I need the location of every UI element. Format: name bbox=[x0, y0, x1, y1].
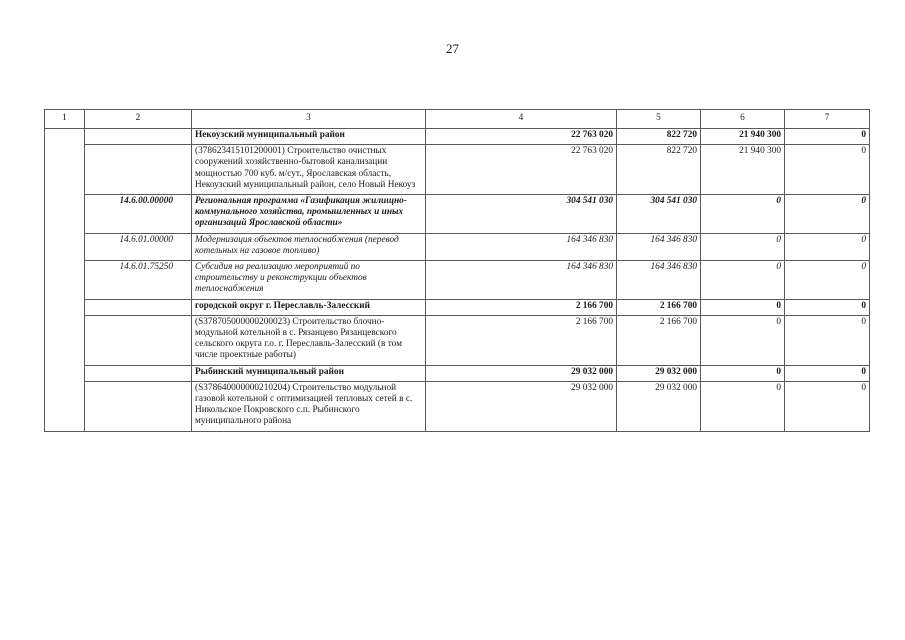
cell-year1: 29 032 000 bbox=[617, 365, 701, 381]
cell-col1 bbox=[45, 129, 85, 145]
cell-year3: 0 bbox=[785, 315, 870, 365]
cell-code bbox=[85, 365, 192, 381]
column-header: 4 bbox=[426, 110, 617, 129]
cell-col1 bbox=[45, 195, 85, 234]
table-body bbox=[45, 129, 870, 432]
cell-total: 22 763 020 bbox=[426, 129, 617, 145]
budget-table bbox=[44, 109, 870, 432]
cell-code bbox=[85, 129, 192, 145]
column-header: 3 bbox=[192, 110, 426, 129]
table-row bbox=[45, 299, 870, 315]
table-row bbox=[45, 381, 870, 431]
cell-year2: 0 bbox=[701, 195, 785, 234]
cell-col1 bbox=[45, 233, 85, 260]
column-header: 2 bbox=[85, 110, 192, 129]
cell-code bbox=[85, 145, 192, 195]
cell-year3: 0 bbox=[785, 261, 870, 300]
column-header: 7 bbox=[785, 110, 870, 129]
cell-name: (S378640000000210204) Строительство модульной газовой котельной с оптимизацией тепловых сетей в с. Никольское Покровского с.п. Рыбинского муниципального района bbox=[192, 381, 426, 431]
cell-total: 22 763 020 bbox=[426, 145, 617, 195]
cell-name: Субсидия на реализацию мероприятий по строительству и реконструкции объектов теплоснабжения bbox=[192, 261, 426, 300]
cell-year3: 0 bbox=[785, 145, 870, 195]
table-row bbox=[45, 129, 870, 145]
cell-year1: 164 346 830 bbox=[617, 233, 701, 260]
cell-year3: 0 bbox=[785, 381, 870, 431]
cell-year1: 822 720 bbox=[617, 129, 701, 145]
column-header: 5 bbox=[617, 110, 701, 129]
table-row bbox=[45, 195, 870, 234]
column-header: 1 bbox=[45, 110, 85, 129]
cell-year1: 304 541 030 bbox=[617, 195, 701, 234]
cell-code: 14.6.00.00000 bbox=[85, 195, 192, 234]
cell-total: 29 032 000 bbox=[426, 381, 617, 431]
cell-year1: 2 166 700 bbox=[617, 315, 701, 365]
cell-name: Рыбинский муниципальный район bbox=[192, 365, 426, 381]
cell-year3: 0 bbox=[785, 129, 870, 145]
table-row bbox=[45, 261, 870, 300]
cell-name: (S378705000000200023) Строительство блочно-модульной котельной в с. Рязанцево Рязанцевского сельского округа г.о. г. Переславль-Залесский (в том числе проектные работы) bbox=[192, 315, 426, 365]
cell-name: Некоузский муниципальный район bbox=[192, 129, 426, 145]
cell-name: Модернизация объектов теплоснабжения (перевод котельных на газовое топливо) bbox=[192, 233, 426, 260]
table-header-row bbox=[45, 110, 870, 129]
cell-year2: 0 bbox=[701, 365, 785, 381]
cell-col1 bbox=[45, 145, 85, 195]
cell-year1: 822 720 bbox=[617, 145, 701, 195]
cell-year2: 21 940 300 bbox=[701, 129, 785, 145]
table-row bbox=[45, 145, 870, 195]
cell-total: 29 032 000 bbox=[426, 365, 617, 381]
cell-col1 bbox=[45, 315, 85, 365]
page-number: 27 bbox=[446, 41, 459, 56]
cell-year3: 0 bbox=[785, 365, 870, 381]
cell-year3: 0 bbox=[785, 299, 870, 315]
cell-year2: 0 bbox=[701, 233, 785, 260]
cell-name: городской округ г. Переславль-Залесский bbox=[192, 299, 426, 315]
cell-year1: 29 032 000 bbox=[617, 381, 701, 431]
table-row bbox=[45, 233, 870, 260]
cell-total: 2 166 700 bbox=[426, 299, 617, 315]
cell-total: 164 346 830 bbox=[426, 261, 617, 300]
cell-col1 bbox=[45, 261, 85, 300]
cell-col1 bbox=[45, 365, 85, 381]
cell-total: 164 346 830 bbox=[426, 233, 617, 260]
cell-year2: 0 bbox=[701, 381, 785, 431]
cell-year3: 0 bbox=[785, 195, 870, 234]
cell-name: (378623415101200001) Строительство очистных сооружений хозяйственно-бытовой канализации мощностью 700 куб. м/сут., Ярославская область, Некоузский муниципальный район, село Новый Некоуз bbox=[192, 145, 426, 195]
cell-year2: 0 bbox=[701, 315, 785, 365]
cell-total: 2 166 700 bbox=[426, 315, 617, 365]
cell-code: 14.6.01.00000 bbox=[85, 233, 192, 260]
table-row bbox=[45, 365, 870, 381]
cell-col1 bbox=[45, 381, 85, 431]
cell-code: 14.6.01.75250 bbox=[85, 261, 192, 300]
cell-col1 bbox=[45, 299, 85, 315]
table-row bbox=[45, 315, 870, 365]
cell-code bbox=[85, 381, 192, 431]
cell-name: Региональная программа «Газификация жилищно-коммунального хозяйства, промышленных и иных организаций Ярославской области» bbox=[192, 195, 426, 234]
cell-total: 304 541 030 bbox=[426, 195, 617, 234]
cell-year2: 21 940 300 bbox=[701, 145, 785, 195]
cell-year1: 164 346 830 bbox=[617, 261, 701, 300]
cell-code bbox=[85, 299, 192, 315]
cell-year3: 0 bbox=[785, 233, 870, 260]
cell-code bbox=[85, 315, 192, 365]
cell-year1: 2 166 700 bbox=[617, 299, 701, 315]
cell-year2: 0 bbox=[701, 299, 785, 315]
cell-year2: 0 bbox=[701, 261, 785, 300]
column-header: 6 bbox=[701, 110, 785, 129]
